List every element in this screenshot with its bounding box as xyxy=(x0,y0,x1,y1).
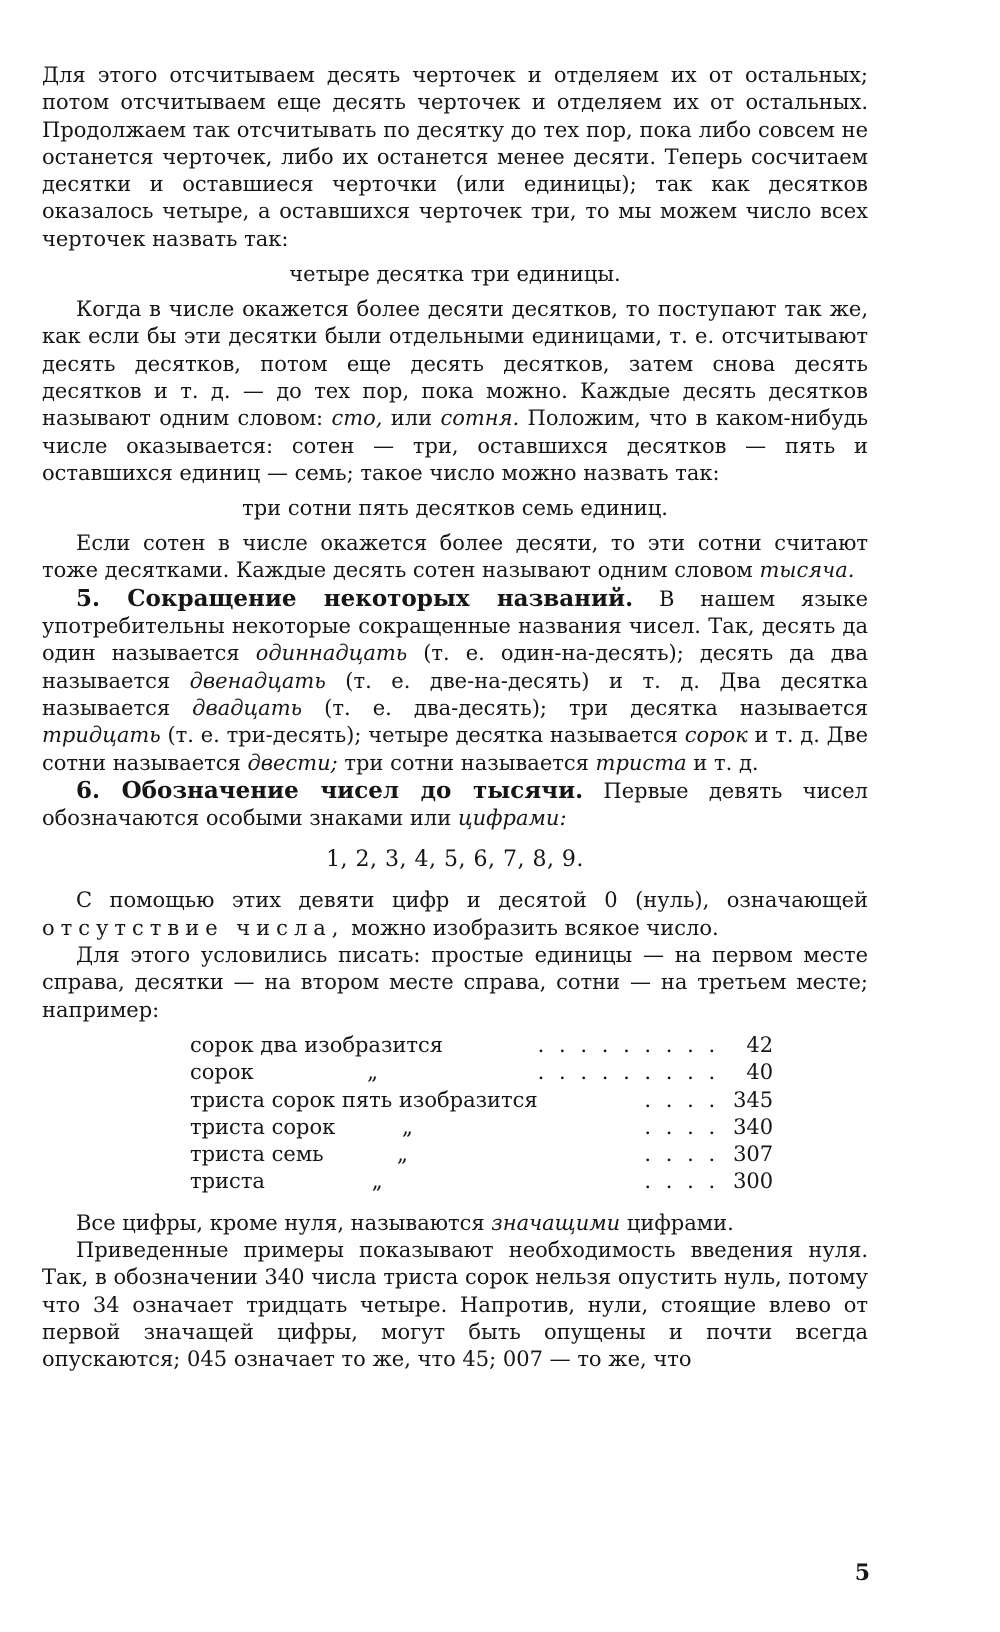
table-row xyxy=(190,1059,773,1086)
example-number: 42 xyxy=(746,1032,774,1057)
paragraph-thousand xyxy=(42,530,868,585)
text-run: Когда в числе окажется более десяти десятков, то поступают так же, как если бы эти десятки были отдельными единицами, т. е. отсчитывают десять десятков, потом еще десять десятков, затем снова десять десятков и т. д. — до тех пор, пока можно. Каждые десять десятков называют одним словом: xyxy=(42,297,868,431)
text-run: Все цифры, кроме нуля, называются xyxy=(76,1210,492,1235)
example-dots: . . . . xyxy=(644,1142,720,1167)
example-dots: . . . . xyxy=(644,1114,720,1139)
text-run: Положим, что в каком-нибудь числе оказывается: сотен — три, оставшихся десятков — пять и оставшихся единиц — семь; такое число можно назвать так: xyxy=(42,406,868,485)
table-row xyxy=(190,1141,773,1168)
example-number: 307 xyxy=(733,1142,774,1167)
text-run: Первые девять чисел обозначаются особыми знаками или xyxy=(42,778,868,831)
examples-table xyxy=(190,1032,773,1196)
example-number: 345 xyxy=(733,1087,774,1112)
term-200: двести; xyxy=(247,750,338,775)
example-dots: . . . . xyxy=(644,1169,720,1194)
paragraph-zero xyxy=(42,887,868,942)
term-znachashchimi: значащими xyxy=(491,1210,621,1235)
term-tsifry: цифрами: xyxy=(457,806,567,831)
example-label: триста семь „ xyxy=(190,1142,408,1167)
paragraph-positions: Для этого условились писать: простые единицы — на первом месте справа, десятки — на втором месте справа, сотни — на третьем месте; например: xyxy=(42,943,868,1022)
section-6-notation xyxy=(42,777,868,833)
table-row xyxy=(190,1032,773,1059)
term-300: триста xyxy=(595,750,687,775)
term-sotnya: сотня. xyxy=(440,406,520,431)
spaced-term-absence: отсутствие числа, xyxy=(42,915,345,940)
text-run: Если сотен в числе окажется более десяти, то эти сотни считают тоже десятками. Каждые десять сотен называют одним словом xyxy=(42,531,868,583)
example-dots: . . . . xyxy=(644,1087,720,1112)
paragraph-counting-tens: Для этого отсчитываем десять черточек и отделяем их от остальных; потом отсчитываем еще десять черточек и отделяем их от остальных. Продолжаем так отсчитывать по десятку до тех пор, пока либо совсем не останется черточек, либо их останется менее десяти. Теперь сосчитаем десятки и оставшиеся черточки (или единицы); так как десятков оказалось четыре, а оставшихся черточек три, то мы можем число всех черточек назвать так: xyxy=(42,63,868,251)
page-number: 5 xyxy=(854,1560,870,1586)
text-run: или xyxy=(382,406,441,431)
example-number: 40 xyxy=(746,1060,774,1085)
table-row xyxy=(190,1168,773,1195)
text-run: можно изобразить всякое число. xyxy=(344,915,719,940)
example-label: триста „ xyxy=(190,1169,383,1194)
text-run: В нашем языке употребительны некоторые сокращенные названия чисел. Так, десять да один называется xyxy=(42,586,868,666)
term-20: двадцать xyxy=(192,695,303,720)
text-run: (т. е. две-на-десять) и т. д. Два десятка называется xyxy=(42,668,868,720)
example-number: 340 xyxy=(733,1114,774,1139)
term-40: сорок xyxy=(684,723,748,748)
text-run: и т. д. Две сотни называется xyxy=(42,723,868,775)
example-label: триста сорок „ xyxy=(190,1114,413,1139)
example-dots: . . . . . . . . . xyxy=(537,1032,720,1057)
term-11: одиннадцать xyxy=(255,641,408,666)
text-run: и т. д. xyxy=(686,750,759,775)
text-run: (т. е. три-десять); четыре десятка называется xyxy=(160,723,685,748)
section-5-heading: 5. Сокращение некоторых названий. xyxy=(76,584,634,612)
table-row xyxy=(190,1087,773,1114)
example-four-tens: четыре десятка три единицы. xyxy=(289,262,621,287)
text-run: (т. е. один-на-десять); десять да два называется xyxy=(42,641,868,693)
term-sto: сто, xyxy=(331,406,383,431)
text-run: три сотни называется xyxy=(337,750,596,775)
term-tysyacha: тысяча. xyxy=(759,558,855,583)
term-30: тридцать xyxy=(42,723,161,748)
paragraph-zero-necessity: Приведенные примеры показывают необходимость введения нуля. Так, в обозначении 340 числа триста сорок нельзя опустить нуль, потому что 34 означает тридцать четыре. Напротив, нули, стоящие влево от первой значащей цифры, могут быть опущены и почти всегда опускаются; 045 означает то же, что 45; 007 — то же, что xyxy=(42,1237,868,1372)
example-label: сорок „ xyxy=(190,1060,378,1085)
text-run: цифрами. xyxy=(620,1210,734,1235)
example-label: триста сорок пять изобразится xyxy=(190,1087,538,1112)
example-label: сорок два изобразится xyxy=(190,1032,444,1057)
example-number: 300 xyxy=(733,1169,774,1194)
section-6-heading: 6. Обозначение чисел до тысячи. xyxy=(76,776,584,804)
paragraph-hundreds xyxy=(42,296,868,487)
example-dots: . . . . . . . . . xyxy=(537,1060,720,1085)
text-run: (т. е. два-десять); три десятка называется xyxy=(302,695,868,720)
section-5-abbreviations xyxy=(42,585,868,777)
digits-list: 1, 2, 3, 4, 5, 6, 7, 8, 9. xyxy=(326,847,584,873)
example-three-hundreds: три сотни пять десятков семь единиц. xyxy=(242,496,668,521)
text-run: С помощью этих девяти цифр и десятой 0 (нуль), означающей xyxy=(76,888,868,913)
term-12: двенадцать xyxy=(189,668,326,693)
paragraph-significant-digits xyxy=(42,1210,868,1237)
table-row xyxy=(190,1114,773,1141)
